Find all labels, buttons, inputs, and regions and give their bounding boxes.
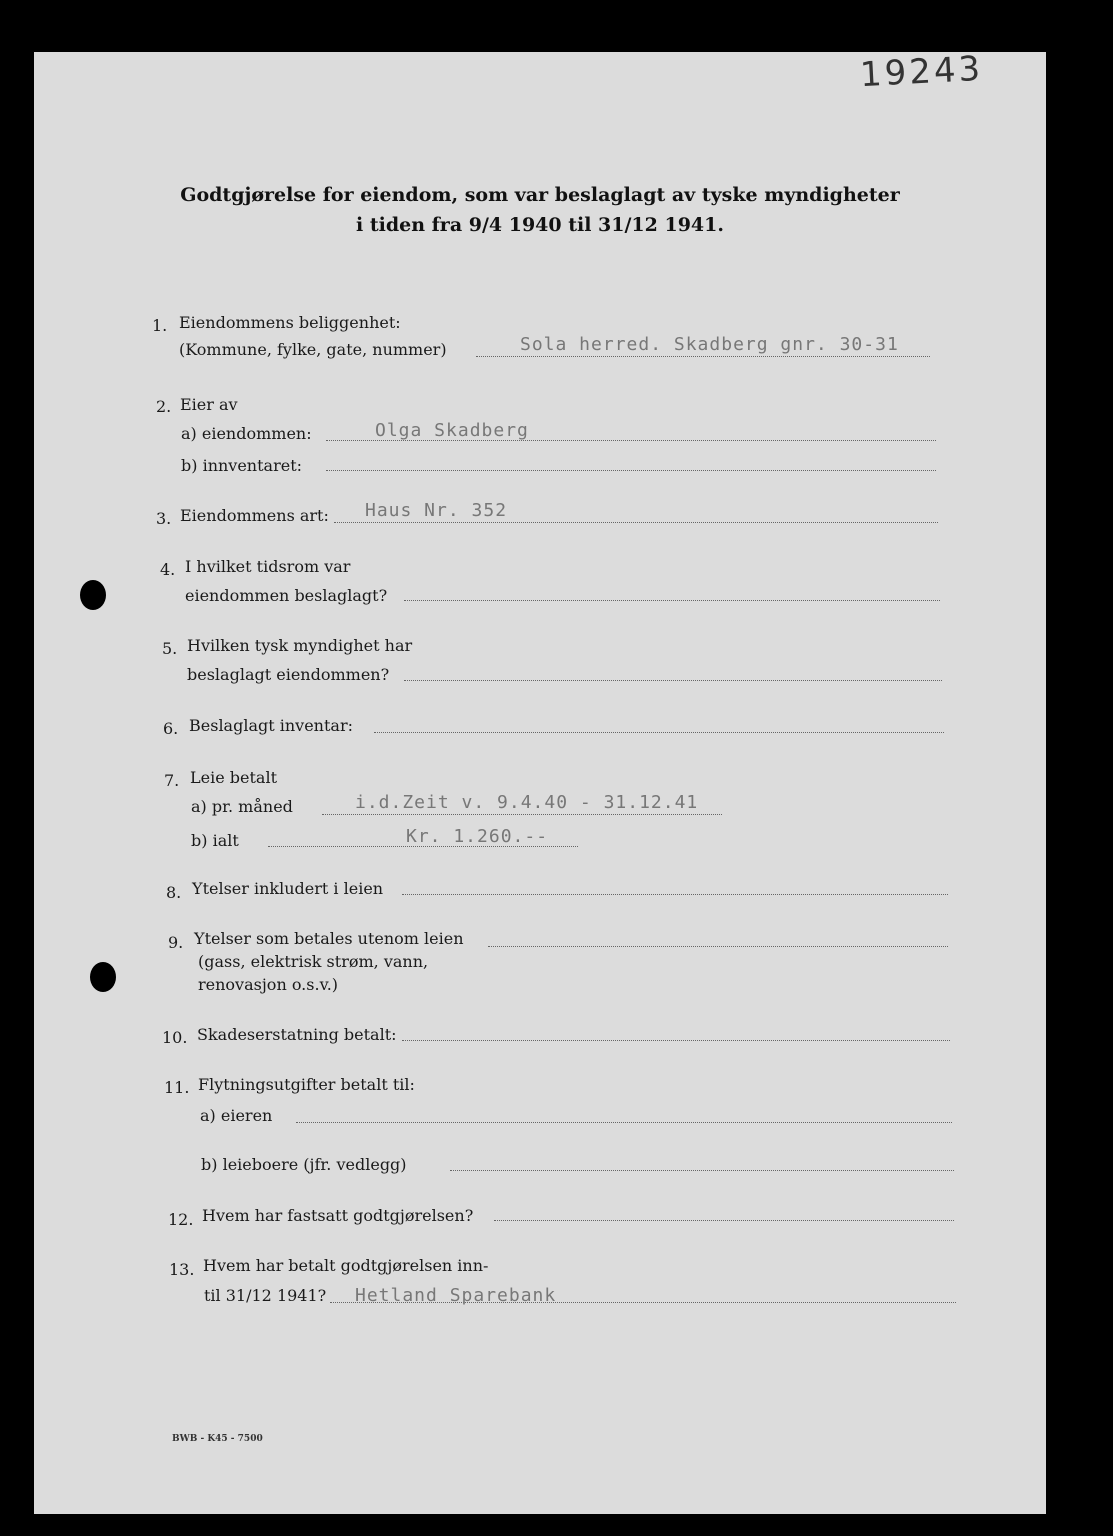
item-9-sublabel-1: (gass, elektrisk strøm, vann,	[198, 952, 429, 971]
item-9-sublabel-2: renovasjon o.s.v.)	[198, 975, 339, 994]
item-7a-field-line	[322, 814, 722, 815]
item-number: 8.	[166, 883, 182, 902]
item-9-label: Ytelser som betales utenom leien	[194, 929, 464, 948]
title-line-2: i tiden fra 9/4 1940 til 31/12 1941.	[356, 214, 724, 236]
item-6-label: Beslaglagt inventar:	[189, 716, 353, 735]
item-number: 1.	[152, 316, 168, 335]
handwritten-doc-number: 19243	[859, 48, 985, 96]
item-4-label: I hvilket tidsrom var	[185, 557, 351, 576]
item-8-label: Ytelser inkludert i leien	[192, 879, 384, 898]
punch-hole	[90, 962, 116, 992]
item-5-label: Hvilken tysk myndighet har	[187, 636, 413, 655]
item-number: 3.	[156, 509, 172, 528]
item-2a-label: a) eiendommen:	[181, 424, 312, 443]
item-10-label: Skadeserstatning betalt:	[197, 1025, 397, 1044]
item-number: 10.	[162, 1028, 188, 1047]
item-2a-typed-value: Olga Skadberg	[375, 420, 529, 441]
item-number: 13.	[169, 1260, 195, 1279]
item-7a-label: a) pr. måned	[191, 797, 293, 816]
item-2b-label: b) innventaret:	[181, 456, 303, 475]
item-11b-label: b) leieboere (jfr. vedlegg)	[201, 1155, 407, 1174]
item-3-label: Eiendommens art:	[180, 506, 329, 525]
form-title	[150, 180, 930, 240]
item-7-label: Leie betalt	[190, 768, 277, 787]
item-7a-typed-value: i.d.Zeit v. 9.4.40 - 31.12.41	[355, 792, 699, 813]
item-8-field-line	[402, 894, 948, 895]
item-number: 9.	[168, 933, 184, 952]
item-number: 7.	[164, 771, 180, 790]
item-13-sublabel: til 31/12 1941?	[204, 1286, 327, 1305]
item-1-field-line	[476, 356, 930, 357]
item-number: 5.	[162, 639, 178, 658]
item-12-label: Hvem har fastsatt godtgjørelsen?	[202, 1206, 474, 1225]
item-5-sublabel: beslaglagt eiendommen?	[187, 665, 390, 684]
printer-footer: BWB - K45 - 7500	[172, 1434, 263, 1444]
item-number: 12.	[168, 1210, 194, 1229]
item-13-typed-value: Hetland Sparebank	[355, 1285, 557, 1306]
item-11-label: Flytningsutgifter betalt til:	[198, 1075, 415, 1094]
item-5-field-line	[404, 680, 942, 681]
title-line-1: Godtgjørelse for eiendom, som var beslaglagt av tyske myndigheter	[180, 184, 900, 206]
item-number: 6.	[163, 719, 179, 738]
item-3-typed-value: Haus Nr. 352	[365, 500, 508, 521]
item-1-sublabel: (Kommune, fylke, gate, nummer)	[179, 340, 447, 359]
punch-hole	[80, 580, 106, 610]
item-11a-label: a) eieren	[200, 1106, 273, 1125]
item-2b-field-line	[326, 470, 936, 471]
item-1-typed-value: Sola herred. Skadberg gnr. 30-31	[520, 334, 899, 355]
item-number: 4.	[160, 560, 176, 579]
item-6-field-line	[374, 732, 944, 733]
item-12-field-line	[494, 1220, 954, 1221]
item-2-label: Eier av	[180, 395, 238, 414]
item-11a-field-line	[296, 1122, 952, 1123]
item-1-label: Eiendommens beliggenhet:	[179, 313, 401, 332]
item-7b-label: b) ialt	[191, 831, 239, 850]
item-11b-field-line	[450, 1170, 954, 1171]
item-13-label: Hvem har betalt godtgjørelsen inn-	[203, 1256, 489, 1275]
item-number: 11.	[164, 1078, 190, 1097]
item-4-field-line	[404, 600, 940, 601]
item-9-field-line	[488, 946, 948, 947]
item-3-field-line	[334, 522, 938, 523]
item-number: 2.	[156, 397, 172, 416]
item-7b-typed-value: Kr. 1.260.--	[406, 826, 549, 847]
item-4-sublabel: eiendommen beslaglagt?	[185, 586, 388, 605]
item-10-field-line	[402, 1040, 950, 1041]
